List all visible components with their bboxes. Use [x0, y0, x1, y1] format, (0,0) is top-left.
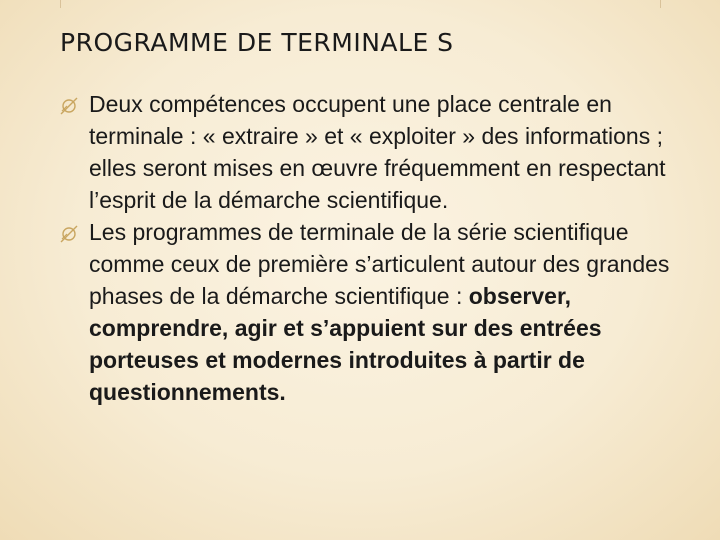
bullet-item	[58, 88, 678, 216]
bullet-text: Deux compétences occupent une place centrale en terminale : « extraire » et « exploiter » des informations ; elles seront mises en œuvre fréquemment en respectant l’esprit de la démarche scientifique.	[89, 91, 666, 213]
hollow-circle-with-slash-icon	[58, 223, 80, 243]
bullet-text-bold: observer, comprendre, agir et s’appuient sur des entrées porteuses et modernes introduites à partir de questionnements.	[89, 283, 602, 405]
decorative-line	[660, 0, 661, 8]
decorative-line	[60, 0, 61, 8]
bullet-list	[58, 88, 678, 408]
hollow-circle-with-slash-icon	[58, 95, 80, 115]
bullet-item	[58, 216, 678, 408]
slide-title: PROGRAMME DE TERMINALE S	[60, 28, 454, 57]
bullet-text: Les programmes de terminale de la série scientifique comme ceux de première s’articulent autour des grandes phases de la démarche scientifique :	[89, 219, 670, 309]
